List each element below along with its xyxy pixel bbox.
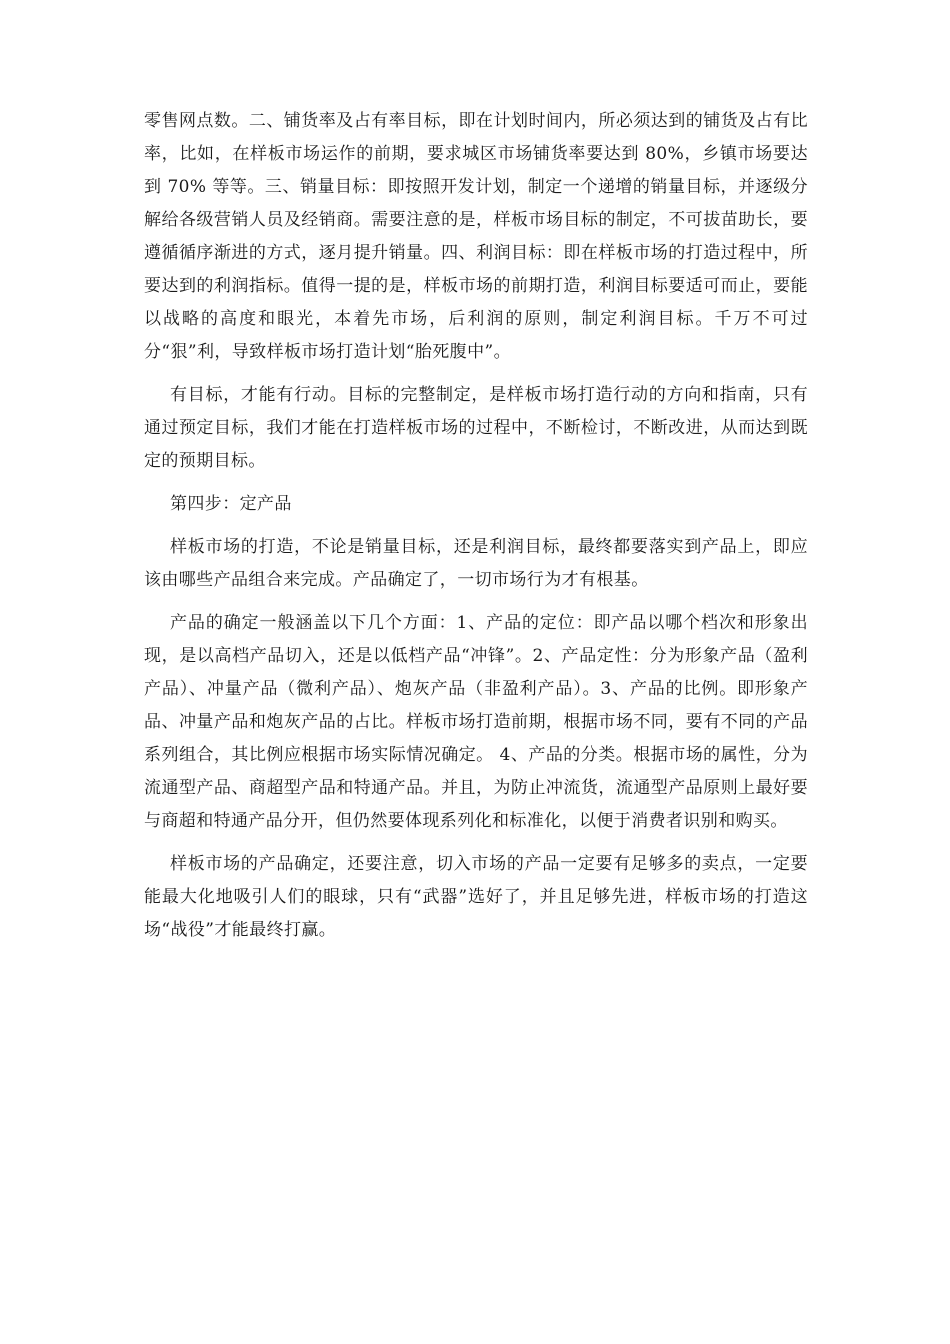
paragraph-product-selling-points: 样板市场的产品确定，还要注意，切入市场的产品一定要有足够多的卖点，一定要能最大化地吸引人们的眼球，只有“武器”选好了，并且足够先进，样板市场的打造这场“战役”才能最终打赢。: [144, 854, 808, 940]
paragraph-product-aspects: 产品的确定一般涵盖以下几个方面：1、产品的定位：即产品以哪个档次和形象出现，是以高档产品切入，还是以低档产品“冲锋”。2、产品定性：分为形象产品（盈利产品）、冲量产品（微利产品）、炮灰产品（非盈利产品）。3、产品的比例。即形象产品、冲量产品和炮灰产品的占比。样板市场打造前期，根据市场不同，要有不同的产品系列组合，其比例应根据市场实际情况确定。 4、产品的分类。根据市场的属性，分为流通型产品、商超型产品和特通产品。并且，为防止冲流货，流通型产品原则上最好要与商超和特通产品分开，但仍然要体现系列化和标准化，以便于消费者识别和购买。: [144, 613, 808, 831]
section-heading-step-four: 第四步：定产品: [170, 494, 292, 514]
paragraph-product-intro: 样板市场的打造，不论是销量目标，还是利润目标，最终都要落实到产品上，即应该由哪些产品组合来完成。产品确定了，一切市场行为才有根基。: [144, 537, 808, 590]
paragraph-goal-summary: 有目标，才能有行动。目标的完整制定，是样板市场打造行动的方向和指南，只有通过预定目标，我们才能在打造样板市场的过程中，不断检讨，不断改进，从而达到既定的预期目标。: [144, 385, 808, 471]
document-body: [144, 105, 808, 947]
paragraph-targets-continued: 零售网点数。二、铺货率及占有率目标，即在计划时间内，所必须达到的铺货及占有比率，比如，在样板市场运作的前期，要求城区市场铺货率要达到 80%，乡镇市场要达到 70% 等等。三、销量目标：即按照开发计划，制定一个递增的销量目标，并逐级分解给各级营销人员及经销商。需要注意的是，样板市场目标的制定，不可拔苗助长，要遵循循序渐进的方式，逐月提升销量。四、利润目标：即在样板市场的打造过程中，所要达到的利润指标。值得一提的是，样板市场的前期打造，利润目标要适可而止，要能以战略的高度和眼光，本着先市场，后利润的原则，制定利润目标。千万不可过分“狠”利，导致样板市场打造计划“胎死腹中”。: [144, 111, 808, 362]
